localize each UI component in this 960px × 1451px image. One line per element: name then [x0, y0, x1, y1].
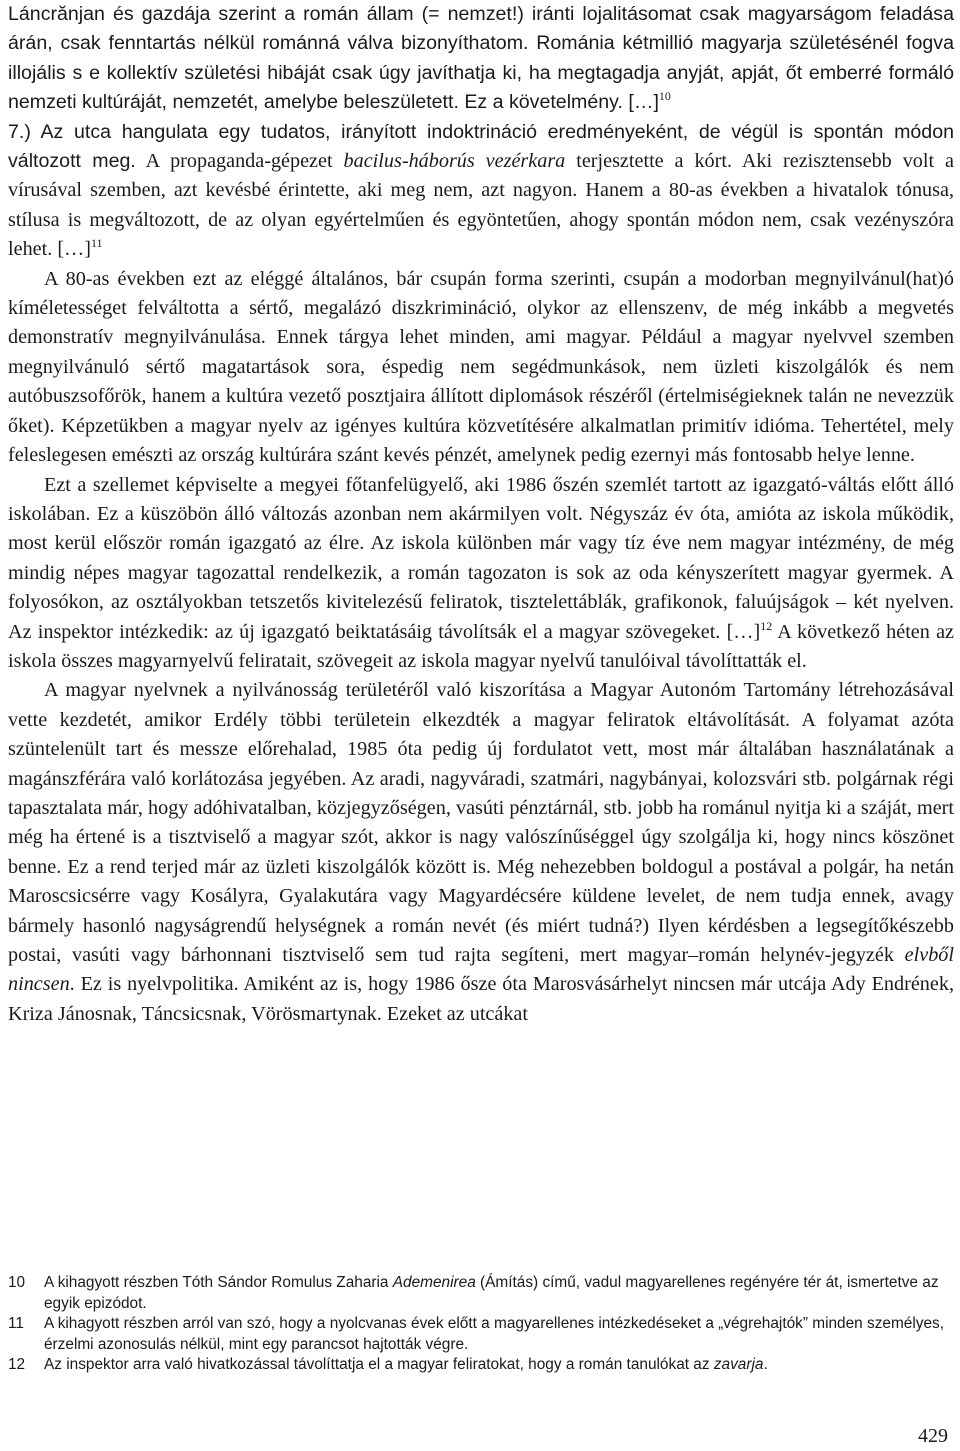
- text-run: .: [763, 1356, 768, 1374]
- text-run: A kihagyott részben arról van szó, hogy a nyolcvanas évek előtt a magyarellenes intézkedéseket a „végrehajtók” minden személyes, érzelmi azonosulás nélkül, mint egy parancsot hajtották végre.: [44, 1315, 944, 1353]
- italic-phrase: elvből nincsen: [8, 944, 954, 996]
- footnote-text: [44, 1355, 954, 1376]
- page: [8, 0, 954, 1447]
- italic-phrase: zavarja: [713, 1356, 764, 1374]
- main-text: [8, 0, 954, 1029]
- italic-phrase: Ademenirea: [392, 1274, 476, 1291]
- text-run: 7.) Az utca hangulata egy tudatos, irányított indoktrináció eredményeként, de végül is spontán módon változott meg.: [8, 120, 954, 173]
- footnote-text: [44, 1314, 954, 1355]
- footnote-number: 11: [8, 1315, 24, 1333]
- footnotes: [8, 1273, 954, 1376]
- paragraph: A 80-as években ezt az eléggé általános, bár csupán forma szerinti, csupán a modorban megnyilvánul(hat)ó kíméletességet felváltotta a sértő, megalázó diszkrimináció, olykor az ellenszenv, de még inkább a megvetés demonstratív megnyilvánulása. Ennek tárgya lehet minden, ami magyar. Például a magyar nyelvvel szemben megnyilvánuló sértő magatartások sora, éspedig nem segédmunkások, nem üzleti kiszolgálók és nem autóbuszsofőrök, hanem a kultúra vezető posztjaira állított diplomások részéről (értelmiségieknek talán ne nevezzük őket). Képzetükben a magyar nyelv az igényes kultúra közvetítésére alkalmatlan primitív idióma. Tehertétel, mely feleslegesen emészti az ország kultúrára szánt kevés pénzét, amelynek pedig ezernyi más fontosabb helye lenne.: [8, 267, 954, 467]
- footnote-ref-12[interactable]: 12: [760, 618, 773, 633]
- footnote-text: [44, 1273, 954, 1314]
- paragraph: [8, 676, 954, 1029]
- text-run: Románia kétmillió magyarja születésénél fogva illojális s e kollektív születési hibáját csak úgy javíthatja ki, ha megtagadja anyját, apját, őt emberré formáló nemzeti kultúráját, nemzetét, amelybe beleszületett. Ez a követelmény. […]: [8, 32, 954, 114]
- paragraph: [8, 0, 954, 118]
- page-number: 429: [918, 1425, 948, 1447]
- footnote-ref-10[interactable]: 10: [658, 89, 671, 104]
- text-run: A magyar nyelvnek a nyilvánosság területéről való kiszorítása a Magyar Autonóm Tartomány létrehozásával vette kezdetét, amikor Erdély többi területein elkezdték a magyar feliratok eltávolítását. A folyamat azóta szüntelenült tart és messze előrehalad, 1985 óta pedig új fordulatot vett, most már általában használatának a magánszférára való korlátozása jegyében. Az aradi, nagyváradi, szatmári, nagybányai, kolozsvári stb. polgárnak régi tapasztalata már, hogy adóhivatalban, közjegyzőségen, vasúti pénztárnál, stb. jobb ha románul nyitja ki a száját, mert még ha értené is a tisztviselő a magyar szót, akkor is nagy valószínűséggel úgy szolgálja ki, hogy nincs köszönet benne. Ez a rend terjed már az üzleti kiszolgálók között is. Még nehezebben boldogul a postával a polgár, ha netán Maroscsicsérre vagy Kosályra, Gyalakutára vagy Magyardécsére küldene levelet, de nem tudja ennek, avagy bármely hasonló nagyságrendű helységnek a román nevét (és miért tudná?) Ilyen kérdésben a legsegítőkészebb postai, vasúti vagy bárhonnani tisztviselő sem tud rajta segíteni, mert magyar–román helynév-jegyzék: [8, 679, 954, 966]
- footnote-ref-11[interactable]: 11: [90, 236, 103, 251]
- text-run: Az inspektor arra való hivatkozással távolíttatja el a magyar feliratokat, hogy a román tanulókat az: [44, 1356, 714, 1374]
- italic-phrase: bacilus-háborús vezérkara: [343, 150, 566, 173]
- text-run: A kihagyott részben Tóth Sándor Romulus Zaharia: [44, 1274, 393, 1291]
- text-run: . Ez is nyelvpolitika. Amiként az is, hogy 1986 ősze óta Marosvásárhelyt nincsen már utcája Ady Endrének, Kriza Jánosnak, Táncsicsnak, Vörösmartynak. Ezeket az utcákat: [8, 973, 954, 1025]
- paragraph: [8, 471, 954, 677]
- footnote-11: [8, 1314, 954, 1355]
- text-run: A propaganda-gépezet: [135, 150, 344, 173]
- text-run: A következő héten az iskola összes magyarnyelvű feliratait, szövegeit az iskola magyar nyelvű tanulóival távolíttatták el.: [8, 620, 954, 672]
- text-run: Láncrănjan és gazdája szerint a román állam (= nemzet!) iránti lojalitásomat csak magyarságom feladása árán, csak fenntartás nélkül románná válva bizonyíthatom.: [8, 3, 954, 55]
- footnote-number: 12: [8, 1356, 26, 1374]
- footnote-10: [8, 1273, 954, 1314]
- text-run: (Ámítás) című, vadul magyarellenes regényére tér át, ismertetve az egyik epizódot.: [44, 1274, 939, 1312]
- text-run: Ezt a szellemet képviselte a megyei főtanfelügyelő, aki 1986 őszén szemlét tartott az igazgató-váltás előtt álló iskolában. Ez a küszöbön álló változás azonban nem akármilyen volt. Négyszáz év óta, amióta az iskola működik, most kerül először román igazgató az élre. Az iskola különben már vagy tíz éve nem magyar intézmény, de még mindig népes magyar tagozattal rendelkezik, a román tagozaton is sok az oda kényszerített magyar gyermek. A folyosókon, az osztályokban tetszetős kivitelezésű feliratok, tisztelettáblák, grafikonok, faluújságok – két nyelven. Az inspektor intézkedik: az új igazgató beiktatásáig távolítsák el a magyar szövegeket. […]: [8, 473, 954, 643]
- paragraph: [8, 118, 954, 265]
- text-run: terjesztette a kórt. Aki rezisztensebb volt a vírusával szemben, azt kevésbé érintette, aki meg nem, azt nagyon. Hanem a 80-as években a hivatalok tónusa, stílusa is megváltozott, de az olyan egyértelműen és egyöntetűen, ahogy spontán módon nem, csak vezényszóra lehet. […]: [8, 150, 954, 261]
- footnote-number: 10: [8, 1274, 26, 1291]
- footnote-12: [8, 1355, 954, 1376]
